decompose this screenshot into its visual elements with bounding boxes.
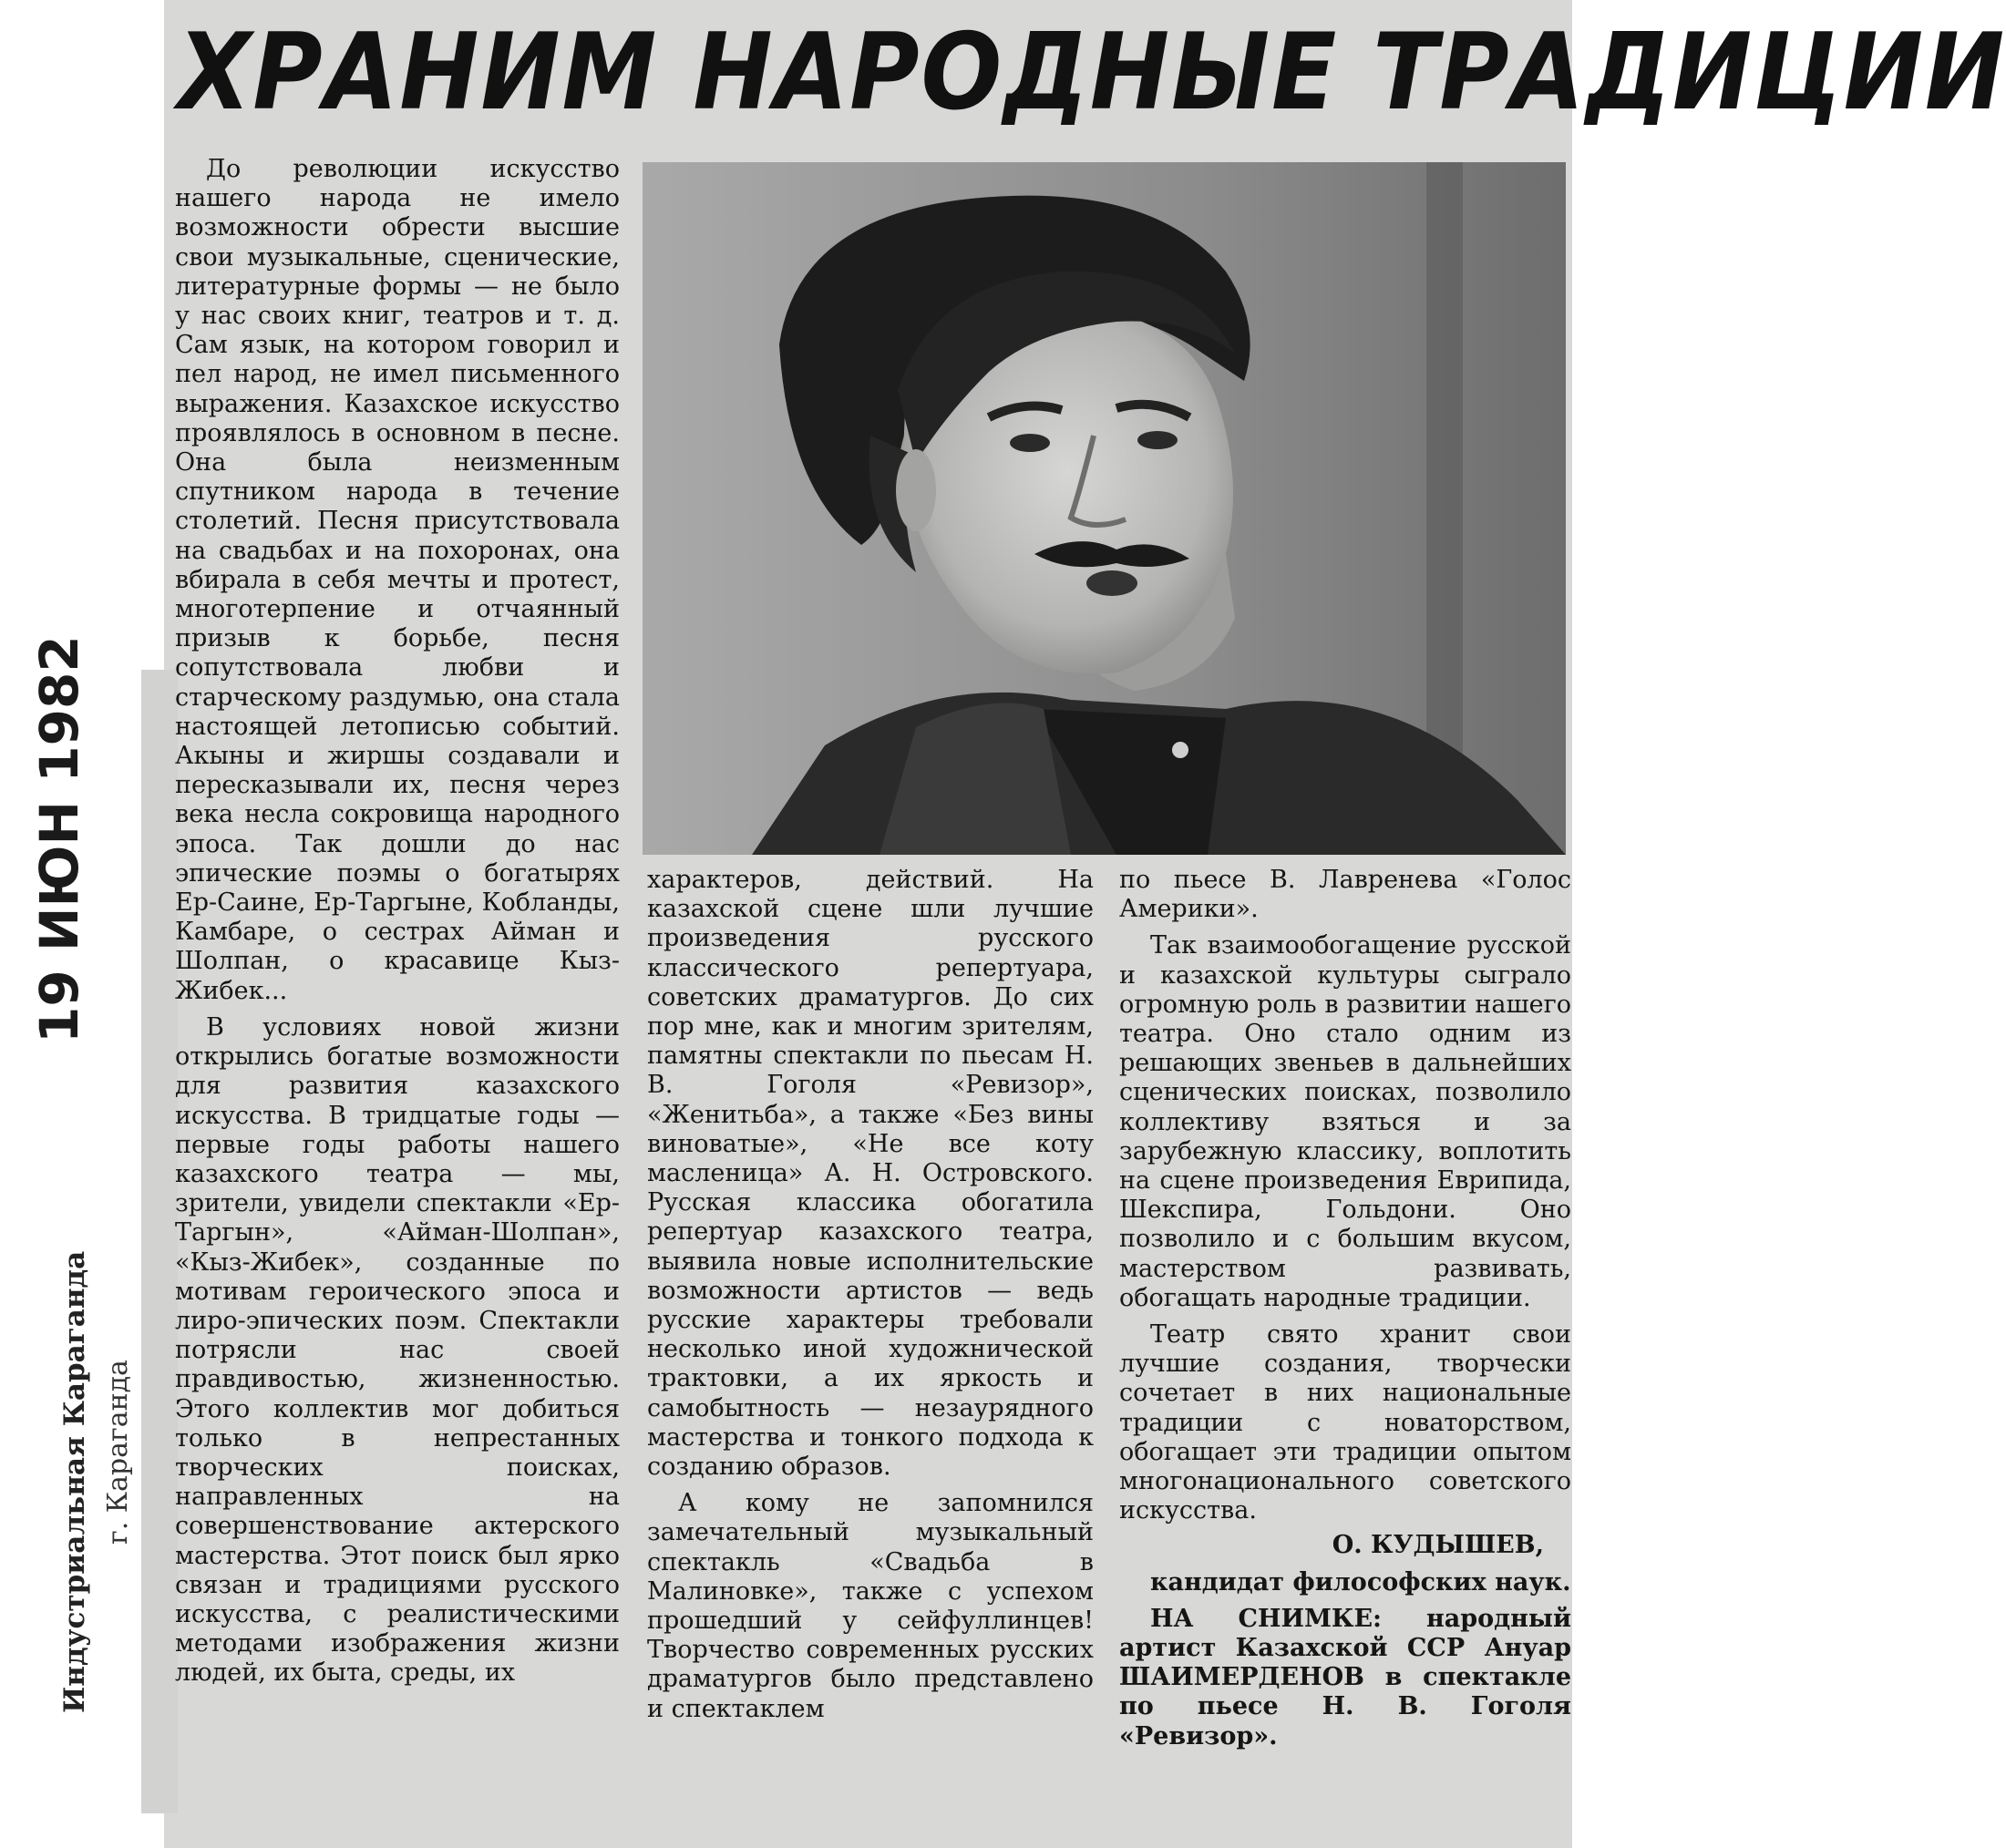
article-photo — [643, 162, 1566, 855]
date-stamp-text: 19 ИЮН 1982 — [28, 635, 90, 1043]
photo-caption: НА СНИМКЕ: народный артист Казахской ССР Ануар ШАИМЕРДЕНОВ в спектакле по пьесе Н. В. Гоголя «Ревизор». — [1119, 1604, 1571, 1750]
article-column-3 — [1119, 866, 1571, 1751]
paragraph: В условиях новой жизни открылись богатые возможности для развития казахского искусства. В тридцатые годы — первые годы работы нашего казахского театра — мы, зрители, увидели спектакли «Ер-Таргын», «Айман-Шолпан», «Кыз-Жибек», созданные по мотивам героического эпоса и лиро-эпических поэм. Спектакли потрясли нас своей правдивостью, жизненностью. Этого коллектив мог добиться только в непрестанных творческих поисках, направленных на совершенствование актерского мастерства. Этот поиск был ярко связан и традициями русского искусства, с реалистическими методами изображения жизни людей, их быта, среды, их — [175, 1012, 620, 1688]
paragraph: Театр свято хранит свои лучшие создания, творчески сочетает в них национальные традиции с новаторством, обогащает эти традиции опытом многонационального советского искусства. — [1119, 1320, 1571, 1525]
paragraph: До революции искусство нашего народа не имело возможности обрести высшие свои музыкальные, сценические, литературные формы — не было у нас своих книг, театров и т. д. Сам язык, на котором говорил и пел народ, не имел письменного выражения. Казахское искусство проявлялось в основном в песне. Она была неизменным спутником народа в течение столетий. Песня присутствовала на свадьбах и на похоронах, она вбирала в себя мечты и протест, многотерпение и отчаянный призыв к борьбе, песня сопутствовала любви и старческому раздумью, она стала настоящей летописью событий. Акыны и жиршы создавали и пересказывали их, песня через века несла сокровища народного эпоса. Так дошли до нас эпические поэмы о богатырях Ер-Саине, Ер-Таргыне, Кобланды, Камбаре, о сестрах Айман и Шолпан, о красавице Кыз-Жибек... — [175, 155, 620, 1005]
paragraph: Так взаимообогащение русской и казахской культуры сыграло огромную роль в развитии нашего театра. Оно стало одним из решающих звеньев в дальнейших сценических поисках, позволило коллективу взяться и за зарубежную классику, воплотить на сцене произведения Еврипида, Шекспира, Гольдони. Оно позволило и с большим вкусом, мастерством развивать, обогащать народные традиции. — [1119, 931, 1571, 1312]
paragraph: А кому не запомнился замечательный музыкальный спектакль «Свадьба в Малиновке», также с успехом прошедший у сейфуллинцев! Творчество современных русских драматургов было представлено и спектаклем — [647, 1489, 1094, 1723]
article-column-2 — [647, 866, 1094, 1724]
newspaper-name: Индустриальная Караганда — [58, 1250, 91, 1713]
article-column-1 — [175, 155, 620, 1689]
clipping-edge — [141, 670, 178, 1813]
author-title: кандидат философских наук. — [1150, 1567, 1571, 1596]
paragraph: характеров, действий. На казахской сцене шли лучшие произведения русского классического репертуара, советских драматургов. До сих пор мне, как и многим зрителям, памятны спектакли по пьесам Н. В. Гоголя «Ревизор», «Женитьба», а также «Без вины виноватые», «Не все коту масленица» А. Н. Островского. Русская классика обогатила репертуар казахского театра, выявила новые исполнительские возможности артистов — ведь русские характеры требовали несколько иной художнической трактовки, а их яркость и самобытность — незаурядного мастерства и тонкого подхода к созданию образов. — [647, 866, 1094, 1482]
newspaper-city: г. Караганда — [102, 1360, 134, 1545]
portrait-photo-icon — [643, 162, 1566, 855]
paragraph: по пьесе В. Лавренева «Голос Америки». — [1119, 866, 1571, 924]
article-headline: ХРАНИМ НАРОДНЫЕ ТРАДИЦИИ — [178, 11, 2006, 134]
author-signature: О. КУДЫШЕВ, — [1332, 1531, 1544, 1560]
clipping-date-stamp — [28, 588, 90, 1043]
